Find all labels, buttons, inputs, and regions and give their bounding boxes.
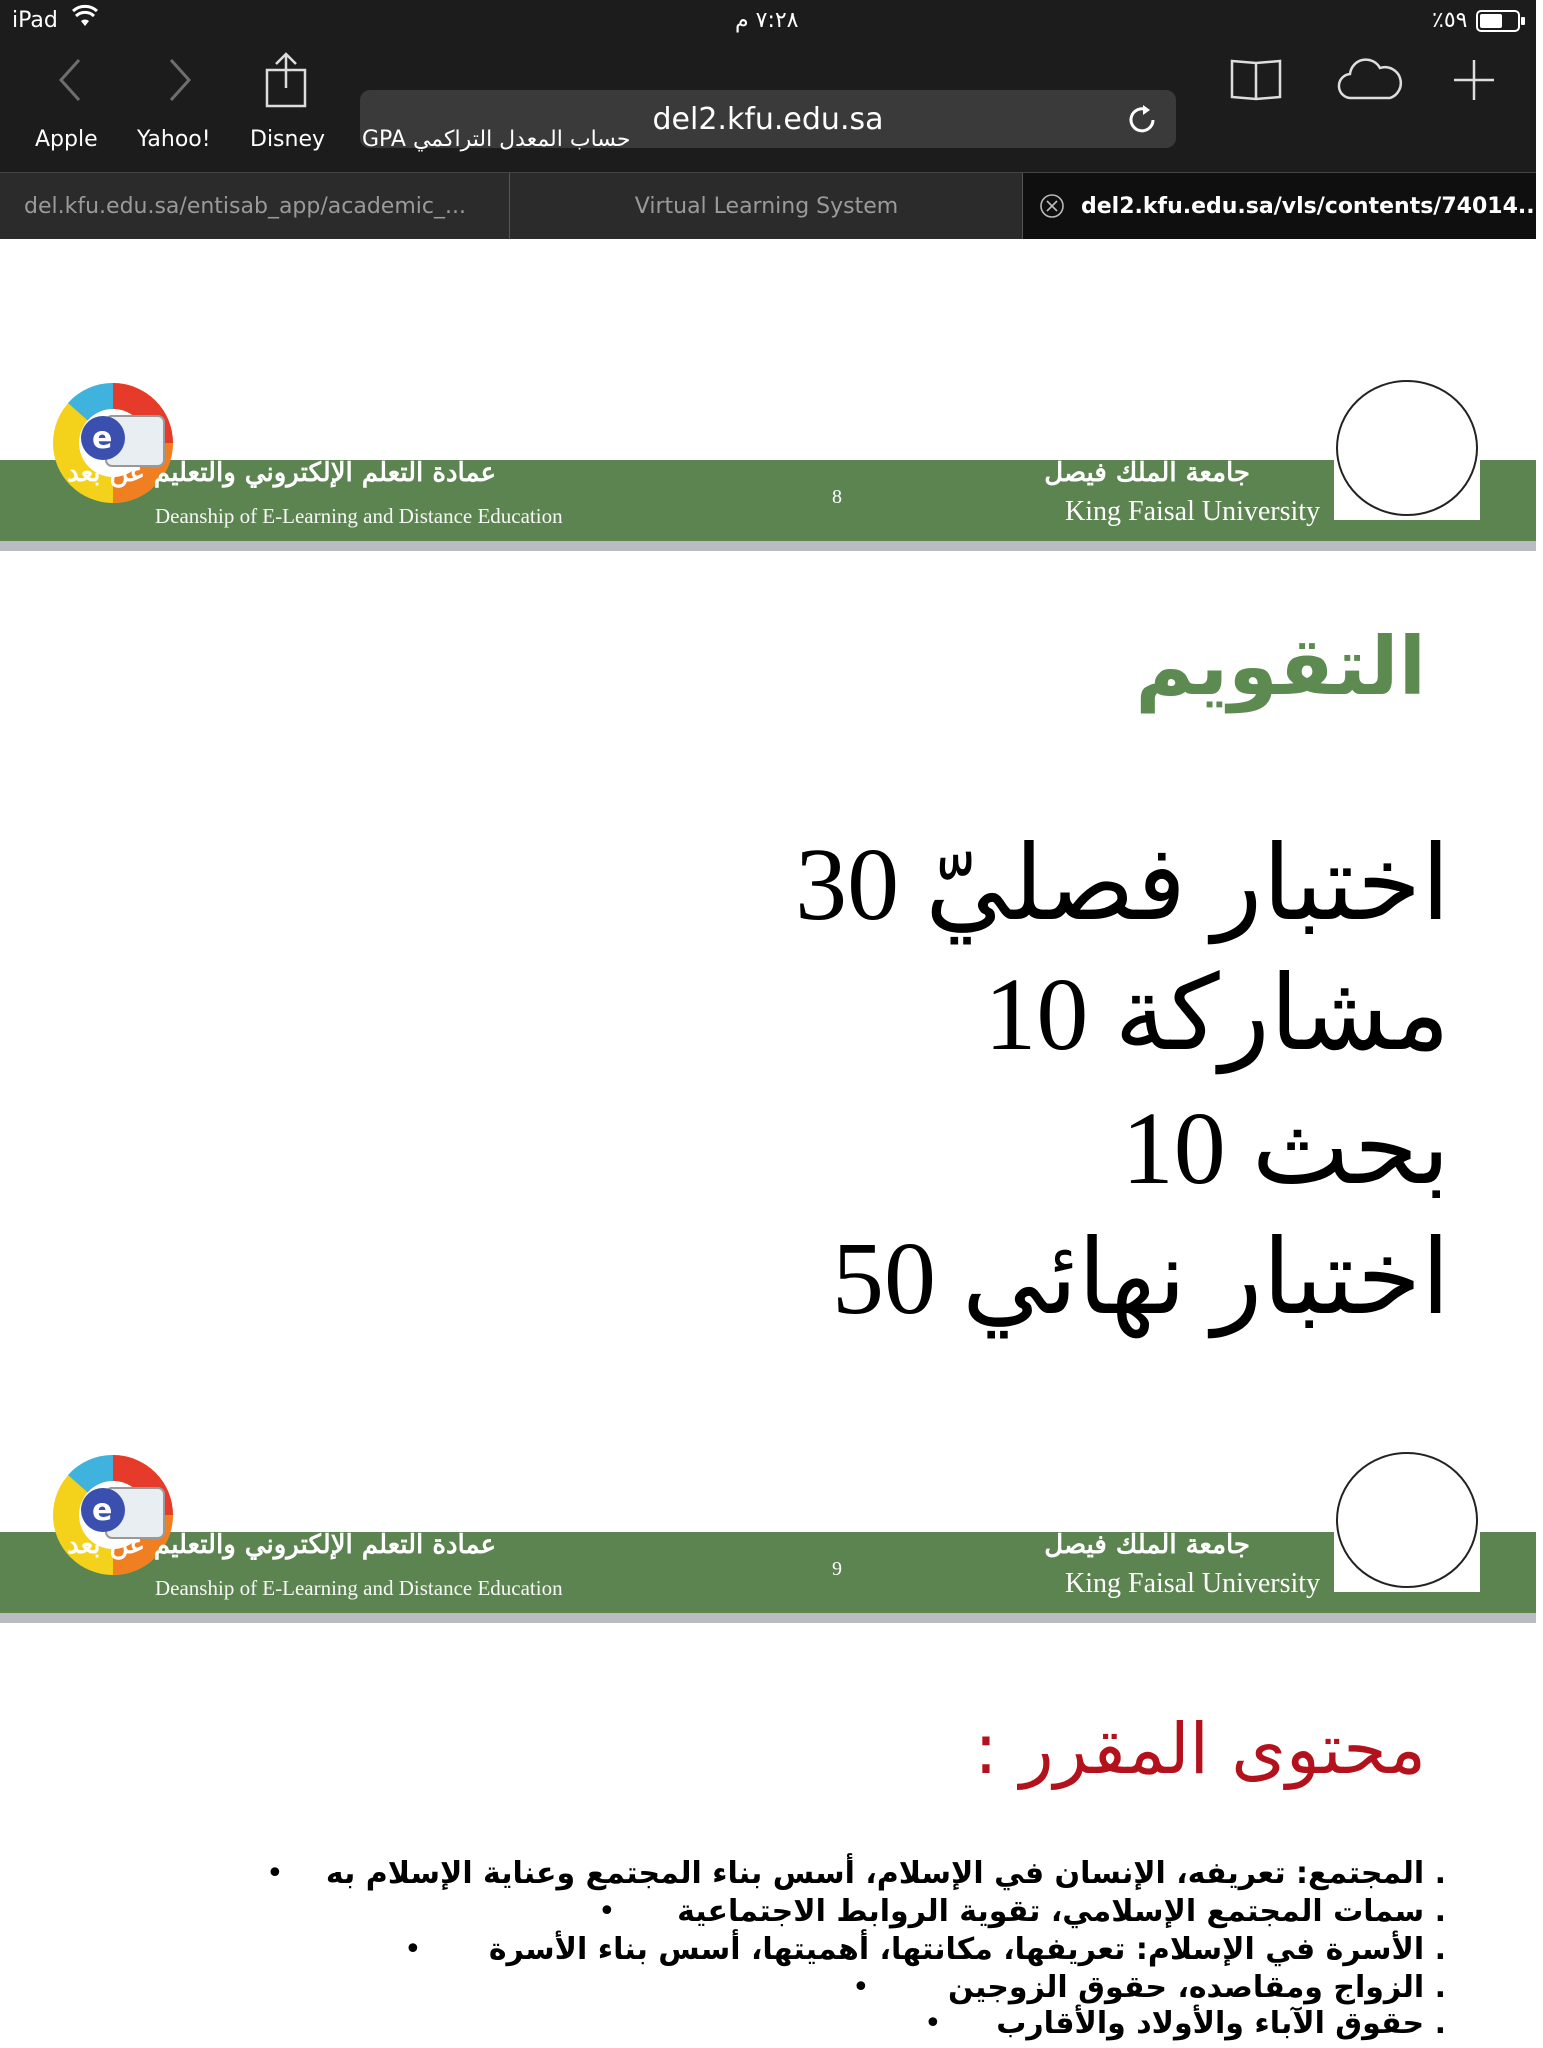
wifi-icon xyxy=(72,6,98,34)
svg-text:e: e xyxy=(92,1493,113,1528)
battery-percent: ٪٥٩ xyxy=(1432,8,1468,33)
grade-participation: مشاركة 10 xyxy=(984,957,1450,1072)
elearning-logo-icon xyxy=(48,378,178,508)
close-tab-icon[interactable] xyxy=(1039,193,1065,219)
back-button[interactable] xyxy=(40,50,100,110)
tab-label: del2.kfu.edu.sa/vls/contents/74014... xyxy=(1081,193,1543,219)
bullet-icon: • xyxy=(852,1970,870,2005)
university-english: King Faisal University xyxy=(1065,496,1321,527)
grade-research: بحث 10 xyxy=(1121,1091,1450,1206)
cloud-tabs-button[interactable] xyxy=(1340,50,1400,110)
content-item: . الزواج ومقاصده، حقوق الزوجين xyxy=(947,1970,1446,2005)
content-item: . المجتمع: تعريفه، الإنسان في الإسلام، أسس بناء المجتمع وعناية الإسلام به xyxy=(325,1856,1446,1891)
tab-entisab[interactable] xyxy=(0,173,510,239)
plus-icon xyxy=(1452,58,1496,102)
slide-title: التقويم xyxy=(1135,620,1426,713)
status-bar xyxy=(0,0,1536,42)
share-button[interactable] xyxy=(256,50,316,110)
browser-chrome xyxy=(0,0,1536,172)
bullet-icon: • xyxy=(404,1932,422,1967)
share-icon xyxy=(264,52,308,108)
bookmark-gpa[interactable]: GPA حساب المعدل التراكمي xyxy=(362,127,631,152)
university-english: King Faisal University xyxy=(1065,1568,1321,1599)
deanship-arabic: عمادة التعلم الإلكتروني والتعليم عن بعد xyxy=(67,458,496,488)
deanship-english: Deanship of E-Learning and Distance Education xyxy=(155,1576,563,1600)
battery-icon xyxy=(1476,10,1526,38)
university-arabic: جامعة الملك فيصل xyxy=(1044,1530,1250,1560)
header-divider xyxy=(0,541,1536,551)
bookmarks-button[interactable] xyxy=(1226,50,1286,110)
svg-text:e: e xyxy=(92,421,113,456)
elearning-logo-icon xyxy=(48,1450,178,1580)
chevron-left-icon xyxy=(55,57,85,103)
bookmark-disney[interactable]: Disney xyxy=(250,127,326,152)
tab-bar xyxy=(0,172,1543,239)
book-icon xyxy=(1229,57,1283,103)
deanship-english: Deanship of E-Learning and Distance Education xyxy=(155,504,563,528)
cloud-icon xyxy=(1336,58,1404,102)
bullet-icon: • xyxy=(266,1856,284,1891)
header-divider xyxy=(0,1613,1536,1623)
bookmarks-bar xyxy=(0,118,1536,172)
device-label: iPad xyxy=(12,8,58,33)
content-item: . حقوق الآباء والأولاد والأقارب xyxy=(996,2006,1446,2041)
bullet-icon: • xyxy=(924,2006,942,2041)
content-item: . الأسرة في الإسلام: تعريفها، مكانتها، أهميتها، أسس بناء الأسرة xyxy=(488,1932,1446,1967)
slide-number: 9 xyxy=(832,1558,842,1580)
browser-toolbar xyxy=(0,42,1536,137)
bullet-icon: • xyxy=(598,1894,616,1929)
university-logo-box xyxy=(1334,370,1480,520)
grade-midterm: اختبار فصليّ 30 xyxy=(795,827,1450,942)
tab-virtual-learning[interactable] xyxy=(511,173,1023,239)
bookmark-yahoo[interactable]: Yahoo! xyxy=(137,127,211,152)
university-logo-box xyxy=(1334,1442,1480,1592)
university-arabic: جامعة الملك فيصل xyxy=(1044,458,1250,488)
tab-label: Virtual Learning System xyxy=(634,193,899,219)
status-time: ٧:٢٨ م xyxy=(735,8,799,33)
url-text: del2.kfu.edu.sa xyxy=(652,101,884,137)
new-tab-button[interactable] xyxy=(1444,50,1504,110)
grade-final: اختبار نهائي 50 xyxy=(831,1221,1450,1336)
content-item: . سمات المجتمع الإسلامي، تقوية الروابط الاجتماعية xyxy=(677,1894,1446,1929)
forward-button[interactable] xyxy=(150,50,210,110)
bookmark-apple[interactable]: Apple xyxy=(35,127,98,152)
slide-number: 8 xyxy=(832,486,842,508)
slide-title: محتوى المقرر : xyxy=(974,1708,1426,1790)
deanship-arabic: عمادة التعلم الإلكتروني والتعليم عن بعد xyxy=(67,1530,496,1560)
tab-vls-contents[interactable] xyxy=(1023,173,1543,239)
tab-label: del.kfu.edu.sa/entisab_app/academic_... xyxy=(24,193,466,219)
chevron-right-icon xyxy=(165,57,195,103)
